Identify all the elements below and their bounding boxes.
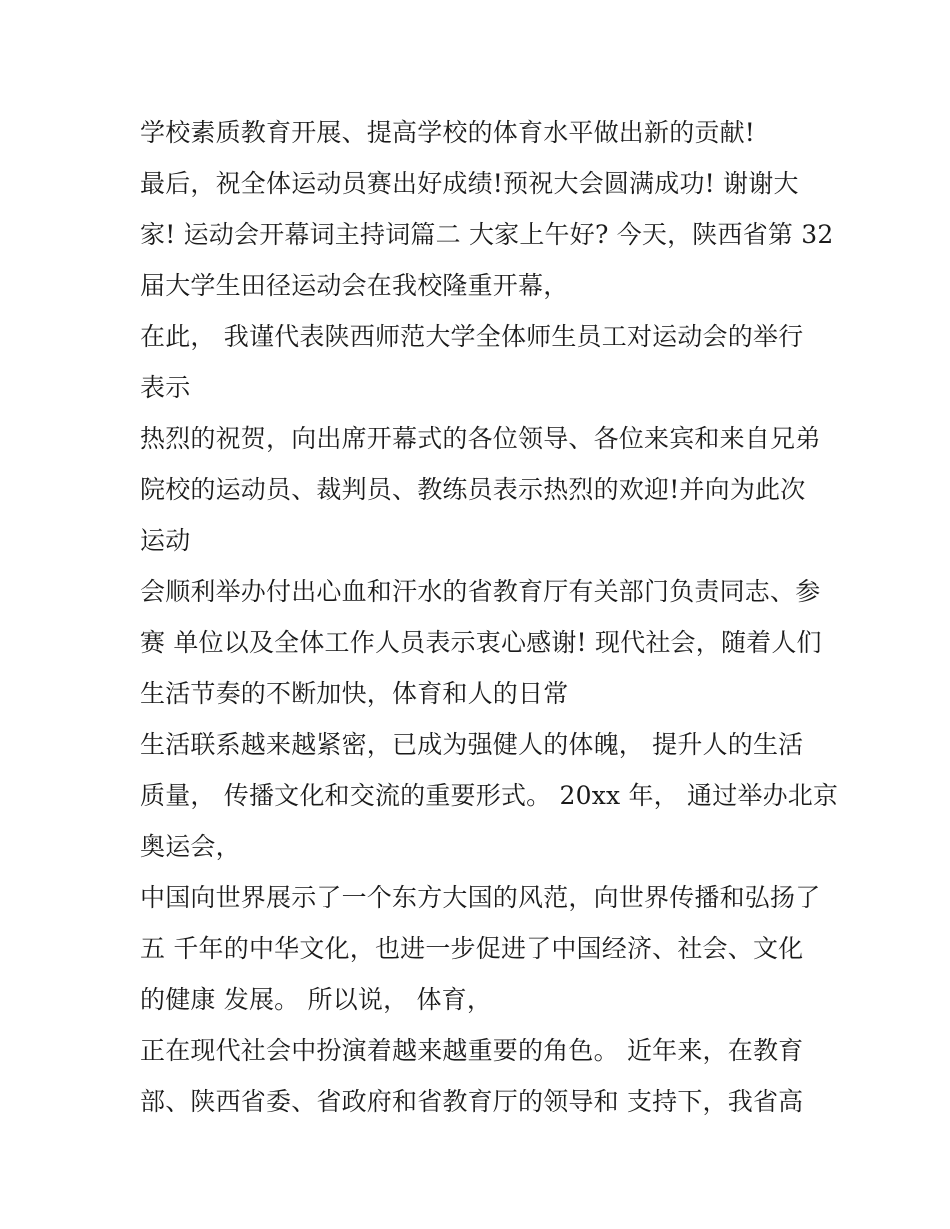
text-line: 在此， 我谨代表陕西师范大学全体师生员工对运动会的举行 <box>140 322 804 351</box>
text-line: 正在现代社会中扮演着越来越重要的角色。 近年来，在教育 <box>140 1036 804 1065</box>
body-text <box>140 107 839 1127</box>
text-line: 赛 单位以及全体工作人员表示衷心感谢! 现代社会，随着人们 <box>140 628 822 657</box>
text-line: 部、陕西省委、省政府和省教育厅的领导和 支持下，我省高 <box>140 1087 804 1116</box>
text-line: 院校的运动员、裁判员、教练员表示热烈的欢迎!并向为此次 <box>140 475 806 504</box>
text-line: 五 千年的中华文化，也进一步促进了中国经济、社会、文化 <box>140 934 804 963</box>
text-line: 的健康 发展。 所以说， 体育， <box>140 985 493 1014</box>
text-line: 热烈的祝贺，向出席开幕式的各位领导、各位来宾和来自兄弟 <box>140 424 821 453</box>
text-line: 生活联系越来越紧密，已成为强健人的体魄， 提升人的生活 <box>140 730 804 759</box>
text-line: 奥运会， <box>140 832 241 861</box>
text-line: 届大学生田径运动会在我校隆重开幕， <box>140 271 569 300</box>
text-line: 会顺利举办付出心血和汗水的省教育厅有关部门负责同志、参 <box>140 577 821 606</box>
text-line: 中国向世界展示了一个东方大国的风范，向世界传播和弘扬了 <box>140 883 821 912</box>
text-line: 学校素质教育开展、提高学校的体育水平做出新的贡献! <box>140 118 756 147</box>
text-line: 最后，祝全体运动员赛出好成绩!预祝大会圆满成功! 谢谢大 <box>140 169 799 198</box>
text-line: 运动 <box>140 526 191 555</box>
text-line: 生活节奏的不断加快，体育和人的日常 <box>140 679 569 708</box>
text-line: 表示 <box>140 373 191 402</box>
text-line: 家! 运动会开幕词主持词篇二 大家上午好? 今天，陕西省第 32 <box>140 220 834 249</box>
text-line: 质量， 传播文化和交流的重要形式。 20xx 年， 通过举办北京 <box>140 781 839 810</box>
